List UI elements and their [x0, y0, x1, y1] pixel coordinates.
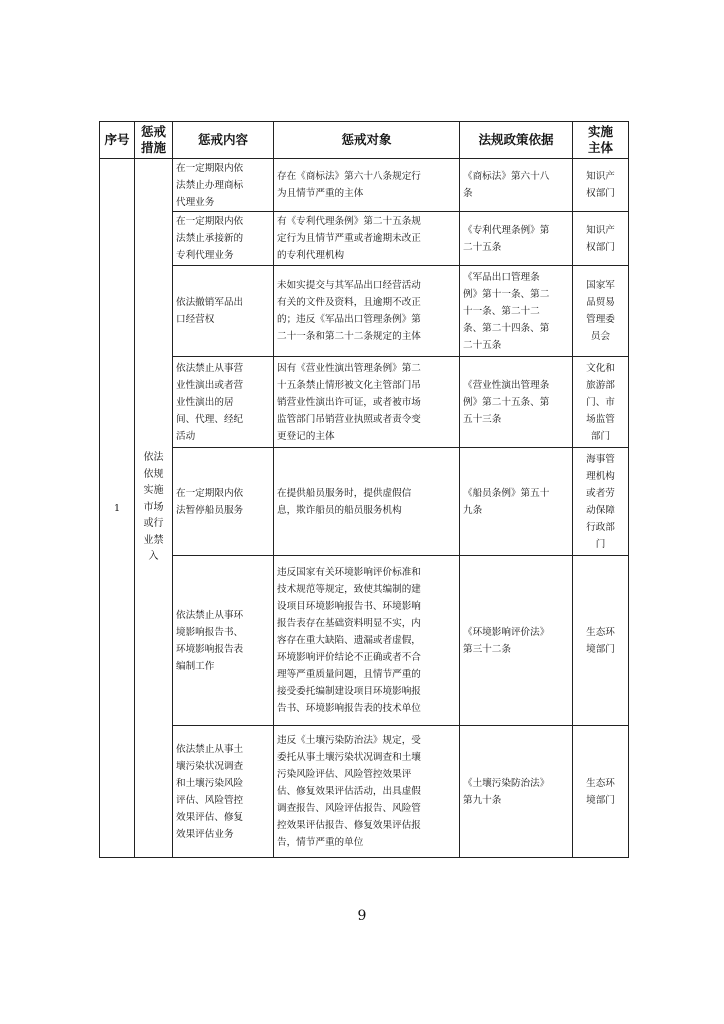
- measure-cell: 依法 依规 实施 市场 或行 业禁 入: [135, 159, 173, 858]
- serial-cell: 1: [100, 159, 135, 858]
- target-cell: 因有《营业性演出管理条例》第二 十五条禁止情形被文化主管部门吊 销营业性演出许可证，或者被市场 监管部门吊销营业执照或者责令变 更登记的主体: [274, 357, 460, 448]
- agency-cell: 国家军 品贸易 管理委 员会: [573, 266, 629, 357]
- agency-cell: 生态环 境部门: [573, 726, 629, 858]
- target-cell: 违反国家有关环境影响评价标准和 技术规范等规定，致使其编制的建 设项目环境影响报告书、环境影响 报告表存在基础资料明显不实，内 容存在重大缺陷、遗漏或者虚假， 环境影响评价结论不正确或者不合 理等严重质量问题，且情节严重的 接受委托编制建设项目环境影响报 告书、环境影响报告表的技术单位: [274, 556, 460, 726]
- agency-cell: 知识产 权部门: [573, 212, 629, 266]
- agency-cell: 知识产 权部门: [573, 159, 629, 212]
- basis-cell: 《商标法》第六十八 条: [460, 159, 573, 212]
- table-row: [100, 212, 629, 266]
- content-cell: 依法禁止从事土 壤污染状况调查 和土壤污染风险 评估、风险管控 效果评估、修复 效果评估业务: [173, 726, 274, 858]
- target-cell: 违反《土壤污染防治法》规定，受 委托从事土壤污染状况调查和土壤 污染风险评估、风险管控效果评 估、修复效果评估活动，出具虚假 调查报告、风险评估报告、风险管 控效果评估报告、修复效果评估报 告，情节严重的单位: [274, 726, 460, 858]
- basis-cell: 《专利代理条例》第 二十五条: [460, 212, 573, 266]
- content-cell: 依法撤销军品出 口经营权: [173, 266, 274, 357]
- header-serial: 序号: [100, 122, 135, 159]
- basis-cell: 《船员条例》第五十 九条: [460, 448, 573, 556]
- header-row: [100, 122, 629, 159]
- table-row: [100, 266, 629, 357]
- target-cell: 存在《商标法》第六十八条规定行 为且情节严重的主体: [274, 159, 460, 212]
- page-number: 9: [357, 908, 367, 924]
- header-agency: 实施 主体: [573, 122, 629, 159]
- basis-cell: 《环境影响评价法》 第三十二条: [460, 556, 573, 726]
- content-cell: 依法禁止从事营 业性演出或者营 业性演出的居 间、代理、经纪 活动: [173, 357, 274, 448]
- agency-cell: 文化和 旅游部 门、市 场监管 部门: [573, 357, 629, 448]
- header-target: 惩戒对象: [274, 122, 460, 159]
- content-cell: 在一定期限内依 法暂停船员服务: [173, 448, 274, 556]
- basis-cell: 《军品出口管理条 例》第十一条、第二 十一条、第二十二 条、第二十四条、第 二十五条: [460, 266, 573, 357]
- header-content: 惩戒内容: [173, 122, 274, 159]
- table-row: [100, 556, 629, 726]
- table-row: [100, 159, 629, 212]
- sanctions-table: [99, 121, 629, 858]
- table-row: [100, 726, 629, 858]
- header-basis: 法规政策依据: [460, 122, 573, 159]
- target-cell: 有《专利代理条例》第二十五条规 定行为且情节严重或者逾期未改正 的专利代理机构: [274, 212, 460, 266]
- content-cell: 在一定期限内依 法禁止承接新的 专利代理业务: [173, 212, 274, 266]
- table-row: [100, 448, 629, 556]
- header-measure: 惩戒 措施: [135, 122, 173, 159]
- agency-cell: 海事管 理机构 或者劳 动保障 行政部 门: [573, 448, 629, 556]
- agency-cell: 生态环 境部门: [573, 556, 629, 726]
- content-cell: 依法禁止从事环 境影响报告书、 环境影响报告表 编制工作: [173, 556, 274, 726]
- basis-cell: 《土壤污染防治法》 第九十条: [460, 726, 573, 858]
- basis-cell: 《营业性演出管理条 例》第二十五条、第 五十三条: [460, 357, 573, 448]
- table-row: [100, 357, 629, 448]
- target-cell: 未如实提交与其军品出口经营活动 有关的文件及资料，且逾期不改正 的；违反《军品出口管理条例》第 二十一条和第二十二条规定的主体: [274, 266, 460, 357]
- content-cell: 在一定期限内依 法禁止办理商标 代理业务: [173, 159, 274, 212]
- target-cell: 在提供船员服务时，提供虚假信 息，欺诈船员的船员服务机构: [274, 448, 460, 556]
